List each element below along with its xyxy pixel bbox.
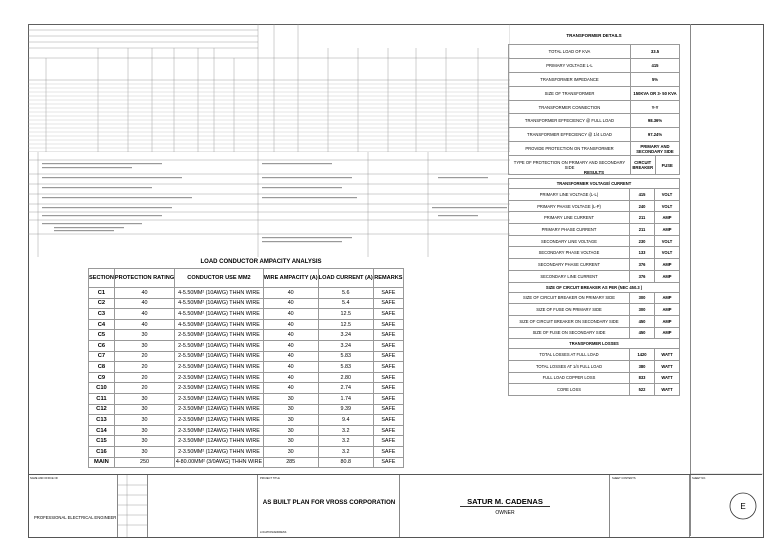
- cell-current: 5.83: [318, 351, 373, 362]
- cell-rating: 30: [114, 340, 174, 351]
- sheet-number-cell: [690, 475, 762, 537]
- stamp-column: [690, 24, 763, 536]
- transformer-value: 150KVA OR 3- 50 KVA: [631, 86, 680, 100]
- result-unit: VOLT: [655, 200, 680, 212]
- table-row: [509, 270, 680, 282]
- protection-type-value-1: CIRCUIT BREAKER: [631, 156, 656, 174]
- result-label: PRIMARY LINE CURRENT: [509, 212, 630, 224]
- owner-name: SATUR M. CADENAS: [467, 497, 543, 506]
- cell-remarks: SAFE: [373, 309, 403, 320]
- blank-cell: [148, 475, 258, 537]
- result-label: SECONDARY LINE VOLTAGE: [509, 235, 630, 247]
- transformer-value: 5%: [631, 72, 680, 86]
- cell-remarks: SAFE: [373, 415, 403, 426]
- result-label: SIZE OF CIRCUIT BREAKER ON PRIMARY SIDE: [509, 292, 630, 304]
- cell-current: 3.2: [318, 425, 373, 436]
- table-row: [509, 189, 680, 201]
- protection-type-label: TYPE OF PROTECTION ON PRIMARY AND SECONDARY SIDE: [509, 156, 631, 175]
- result-label: PRIMARY PHASE VOLTAGE (L-P): [509, 200, 630, 212]
- result-label: SECONDARY PHASE CURRENT: [509, 259, 630, 271]
- transformer-label: TOTAL LOAD OF KVA: [509, 45, 631, 59]
- transformer-value: 33.5: [631, 45, 680, 59]
- cell-rating: 30: [114, 446, 174, 457]
- result-label: SECONDARY PHASE VOLTAGE: [509, 247, 630, 259]
- table-row: [509, 384, 680, 396]
- cell-rating: 20: [114, 372, 174, 383]
- stamp-column-lines: [691, 24, 763, 536]
- result-unit: WATT: [655, 372, 680, 384]
- result-unit: WATT: [655, 384, 680, 396]
- cell-conductor: 2-5.50MM² (10AWG) THHN WIRE: [175, 362, 264, 373]
- results-subheader: TRANSFORMER LOSSES: [509, 339, 680, 349]
- cell-section: MAIN: [89, 457, 115, 468]
- result-value: 230: [630, 235, 655, 247]
- cell-rating: 20: [114, 351, 174, 362]
- cell-section: C10: [89, 383, 115, 394]
- cell-remarks: SAFE: [373, 457, 403, 468]
- transformer-value: 97.24%: [631, 128, 680, 142]
- cell-remarks: SAFE: [373, 340, 403, 351]
- prc-cell: [118, 475, 148, 537]
- cell-rating: 30: [114, 404, 174, 415]
- sheet-seal-icon: [728, 491, 758, 521]
- notes-area: [28, 152, 510, 257]
- cell-ampacity: 40: [263, 383, 318, 394]
- cell-rating: 250: [114, 457, 174, 468]
- table-row: [509, 304, 680, 316]
- table-row: [89, 425, 404, 436]
- result-unit: WATT: [655, 360, 680, 372]
- cell-ampacity: 40: [263, 362, 318, 373]
- table-row: [509, 292, 680, 304]
- transformer-details-table: [508, 44, 680, 175]
- cell-current: 2.80: [318, 372, 373, 383]
- cell-conductor: 2-3.50MM² (12AWG) THHN WIRE: [175, 393, 264, 404]
- cell-conductor: 2-3.50MM² (12AWG) THHN WIRE: [175, 415, 264, 426]
- cell-ampacity: 40: [263, 372, 318, 383]
- table-row: [89, 446, 404, 457]
- cell-ampacity: 40: [263, 309, 318, 320]
- location-label: LOCATION/ADDRESS: [260, 531, 287, 534]
- result-label: SIZE OF FUSE ON PRIMARY SIDE: [509, 304, 630, 316]
- cell-remarks: SAFE: [373, 446, 403, 457]
- cell-ampacity: 40: [263, 351, 318, 362]
- owner-label: OWNER: [495, 510, 515, 516]
- transformer-value: 98.36%: [631, 114, 680, 128]
- cell-ampacity: 40: [263, 340, 318, 351]
- cell-remarks: SAFE: [373, 383, 403, 394]
- cell-rating: 30: [114, 415, 174, 426]
- cell-rating: 30: [114, 436, 174, 447]
- cell-conductor: 4-5.50MM² (10AWG) THHN WIRE: [175, 309, 264, 320]
- cell-remarks: SAFE: [373, 330, 403, 341]
- cell-current: 5.83: [318, 362, 373, 373]
- transformer-label: TRANSFORMER IMPEDANCE: [509, 72, 631, 86]
- cell-conductor: 2-5.50MM² (10AWG) THHN WIRE: [175, 330, 264, 341]
- cell-section: C8: [89, 362, 115, 373]
- cell-rating: 20: [114, 362, 174, 373]
- cell-conductor: 2-3.50MM² (12AWG) THHN WIRE: [175, 372, 264, 383]
- table-row: [509, 212, 680, 224]
- cell-ampacity: 40: [263, 288, 318, 299]
- transformer-label: PRIMARY VOLTAGE L-L: [509, 58, 631, 72]
- cell-rating: 30: [114, 425, 174, 436]
- transformer-value: PRIMARY AND SECONDARY SIDE: [631, 142, 680, 156]
- result-value: 1420: [630, 349, 655, 361]
- result-unit: WATT: [655, 349, 680, 361]
- result-unit: VOLT: [655, 235, 680, 247]
- results-title: RESULTS: [583, 170, 605, 175]
- cell-rating: 20: [114, 383, 174, 394]
- result-value: 211: [630, 212, 655, 224]
- table-row: [509, 58, 680, 72]
- transformer-value: 415: [631, 58, 680, 72]
- table-row: [509, 45, 680, 59]
- cell-conductor: 2-3.50MM² (12AWG) THHN WIRE: [175, 404, 264, 415]
- cell-section: C14: [89, 425, 115, 436]
- cell-conductor: 4-5.50MM² (10AWG) THHN WIRE: [175, 298, 264, 309]
- cell-ampacity: 30: [263, 446, 318, 457]
- cell-current: 3.24: [318, 340, 373, 351]
- result-unit: AMP: [655, 270, 680, 282]
- cell-conductor: 2-5.50MM² (10AWG) THHN WIRE: [175, 351, 264, 362]
- cell-conductor: 4-5.50MM² (10AWG) THHN WIRE: [175, 288, 264, 299]
- sheet-number-label: SHEET NO.: [692, 477, 706, 480]
- results-subheader-row: [509, 339, 680, 349]
- result-unit: AMP: [655, 212, 680, 224]
- result-value: 450: [630, 315, 655, 327]
- col-remarks: REMARKS: [373, 269, 403, 288]
- cell-current: 1.74: [318, 393, 373, 404]
- result-unit: VOLT: [655, 247, 680, 259]
- load-conductor-header-row: [89, 269, 404, 288]
- title-block: [28, 474, 762, 537]
- cell-current: 2.74: [318, 383, 373, 394]
- cell-section: C9: [89, 372, 115, 383]
- transformer-details-title: TRANSFORMER DETAILS: [566, 33, 622, 38]
- cell-current: 9.39: [318, 404, 373, 415]
- cell-section: C1: [89, 288, 115, 299]
- col-section: SECTION: [89, 269, 115, 288]
- result-label: PRIMARY LINE VOLTAGE (L-L): [509, 189, 630, 201]
- result-unit: AMP: [655, 304, 680, 316]
- result-value: 376: [630, 270, 655, 282]
- cell-remarks: SAFE: [373, 425, 403, 436]
- cell-ampacity: 40: [263, 298, 318, 309]
- table-row: [509, 142, 680, 156]
- table-row: [509, 72, 680, 86]
- result-label: TOTAL LOSSES AT 1/4 FULL LOAD: [509, 360, 630, 372]
- project-cell: [258, 475, 400, 537]
- cell-section: C6: [89, 340, 115, 351]
- notes-grid: [28, 152, 510, 257]
- result-value: 522: [630, 384, 655, 396]
- table-row: [89, 288, 404, 299]
- result-unit: AMP: [655, 315, 680, 327]
- cell-current: 5.6: [318, 288, 373, 299]
- sheet-contents-label: SHEET CONTENTS: [612, 477, 636, 480]
- cell-ampacity: 30: [263, 436, 318, 447]
- result-value: 300: [630, 292, 655, 304]
- table-row: [509, 360, 680, 372]
- result-value: 376: [630, 259, 655, 271]
- table-row: [89, 457, 404, 468]
- results-table: [508, 178, 680, 396]
- table-row: [89, 351, 404, 362]
- cell-section: C3: [89, 309, 115, 320]
- table-row: [509, 235, 680, 247]
- table-row: [509, 128, 680, 142]
- project-title: AS BUILT PLAN FOR VROSS CORPORATION: [262, 499, 396, 506]
- cell-remarks: SAFE: [373, 319, 403, 330]
- cell-conductor: 4-80.00MM² (3/0AWG) THHN WIRE: [175, 457, 264, 468]
- table-row: [509, 86, 680, 100]
- engineer-caption: NAME AND OFFICE OF: [30, 477, 59, 480]
- result-value: 240: [630, 200, 655, 212]
- cell-current: 3.2: [318, 436, 373, 447]
- result-value: 133: [630, 247, 655, 259]
- cell-current: 3.24: [318, 330, 373, 341]
- cell-remarks: SAFE: [373, 372, 403, 383]
- cell-section: C13: [89, 415, 115, 426]
- table-row: [509, 315, 680, 327]
- result-label: SIZE OF CIRCUIT BREAKER ON SECONDARY SIDE: [509, 315, 630, 327]
- cell-remarks: SAFE: [373, 362, 403, 373]
- table-row: [89, 404, 404, 415]
- cell-current: 12.5: [318, 309, 373, 320]
- transformer-label: TRANSFORMER EFFECIENCY @ 1/4 LOAD: [509, 128, 631, 142]
- result-label: CORE LOSS: [509, 384, 630, 396]
- col-wire-ampacity: WIRE AMPACITY (A): [263, 269, 318, 288]
- result-unit: AMP: [655, 327, 680, 339]
- cell-ampacity: 30: [263, 415, 318, 426]
- cell-rating: 30: [114, 330, 174, 341]
- cell-section: C12: [89, 404, 115, 415]
- result-label: SECONDARY LINE CURRENT: [509, 270, 630, 282]
- cell-rating: 40: [114, 309, 174, 320]
- table-row: [509, 247, 680, 259]
- engineer-title: PROFESSIONAL ELECTRICAL ENGINEER: [34, 515, 117, 520]
- table-row: [89, 372, 404, 383]
- cell-conductor: 4-5.50MM² (10AWG) THHN WIRE: [175, 319, 264, 330]
- cell-remarks: SAFE: [373, 298, 403, 309]
- engineer-cell: [28, 475, 118, 537]
- result-value: 380: [630, 360, 655, 372]
- cell-remarks: SAFE: [373, 393, 403, 404]
- table-row: [89, 362, 404, 373]
- project-label: PROJECT TITLE: [260, 477, 280, 480]
- col-conductor: CONDUCTOR USE MM2: [175, 269, 264, 288]
- result-label: PRIMARY PHASE CURRENT: [509, 224, 630, 236]
- owner-cell: [400, 475, 610, 537]
- cell-remarks: SAFE: [373, 436, 403, 447]
- cell-section: C4: [89, 319, 115, 330]
- cell-ampacity: 40: [263, 330, 318, 341]
- cell-section: C2: [89, 298, 115, 309]
- table-row: [509, 327, 680, 339]
- cell-current: 9.4: [318, 415, 373, 426]
- cell-section: C11: [89, 393, 115, 404]
- cell-section: C15: [89, 436, 115, 447]
- load-conductor-title: LOAD CONDUCTOR AMPACITY ANALYSIS: [200, 259, 322, 265]
- table-row: [89, 415, 404, 426]
- result-label: TOTAL LOSSES AT FULL LOAD: [509, 349, 630, 361]
- table-row: [89, 298, 404, 309]
- result-unit: AMP: [655, 292, 680, 304]
- table-row: [89, 436, 404, 447]
- protection-type-value-2: FUSE: [661, 162, 673, 168]
- result-unit: AMP: [655, 224, 680, 236]
- col-load-current: LOAD CURRENT (A): [318, 269, 373, 288]
- table-row: [509, 259, 680, 271]
- cell-current: 3.2: [318, 446, 373, 457]
- cell-rating: 40: [114, 288, 174, 299]
- result-value: 211: [630, 224, 655, 236]
- cell-conductor: 2-3.50MM² (12AWG) THHN WIRE: [175, 446, 264, 457]
- table-row: [509, 224, 680, 236]
- cell-ampacity: 30: [263, 393, 318, 404]
- results-subheader: SIZE OF CIRCUIT BREAKER AS PER (NEC 450.3 ): [509, 282, 680, 292]
- cell-current: 5.4: [318, 298, 373, 309]
- cell-conductor: 2-3.50MM² (12AWG) THHN WIRE: [175, 425, 264, 436]
- cell-remarks: SAFE: [373, 404, 403, 415]
- sheet-contents-cell: [610, 475, 690, 537]
- cell-remarks: SAFE: [373, 288, 403, 299]
- table-row: [509, 100, 680, 114]
- table-row: [509, 200, 680, 212]
- transformer-label: TRANSFORMER CONNECTION: [509, 100, 631, 114]
- cell-current: 80.8: [318, 457, 373, 468]
- cell-rating: 40: [114, 319, 174, 330]
- result-value: 833: [630, 372, 655, 384]
- cell-ampacity: 40: [263, 319, 318, 330]
- cell-remarks: SAFE: [373, 351, 403, 362]
- result-value: 300: [630, 304, 655, 316]
- cell-rating: 30: [114, 393, 174, 404]
- transformer-label: TRANSFORMER EFFECIENCY @ FULL LOAD: [509, 114, 631, 128]
- result-unit: AMP: [655, 259, 680, 271]
- prc-grid: [118, 475, 148, 537]
- result-unit: VOLT: [655, 189, 680, 201]
- cell-conductor: 2-3.50MM² (12AWG) THHN WIRE: [175, 383, 264, 394]
- result-value: 415: [630, 189, 655, 201]
- svg-text:E: E: [740, 502, 746, 511]
- cell-conductor: 2-3.50MM² (12AWG) THHN WIRE: [175, 436, 264, 447]
- transformer-label: PROVIDE PROTECTION ON TRANSFORMER: [509, 142, 631, 156]
- result-value: 450: [630, 327, 655, 339]
- result-label: SIZE OF FUSE ON SECONDARY SIDE: [509, 327, 630, 339]
- cell-ampacity: 285: [263, 457, 318, 468]
- panel-schedule: [28, 24, 510, 152]
- table-row: [89, 319, 404, 330]
- transformer-label: SIZE OF TRANSFORMER: [509, 86, 631, 100]
- cell-rating: 40: [114, 298, 174, 309]
- result-label: FULL LOAD COPPER LOSS: [509, 372, 630, 384]
- owner-underline: [460, 506, 550, 507]
- table-row: [509, 349, 680, 361]
- cell-ampacity: 30: [263, 425, 318, 436]
- col-protection-rating: PROTECTION RATING: [114, 269, 174, 288]
- transformer-value: Y-Y: [631, 100, 680, 114]
- cell-section: C5: [89, 330, 115, 341]
- results-subheader-row: [509, 282, 680, 292]
- table-row: [89, 383, 404, 394]
- load-conductor-table: [88, 268, 404, 468]
- panel-schedule-grid: [28, 24, 510, 152]
- table-row: [89, 309, 404, 320]
- table-row: [89, 330, 404, 341]
- cell-conductor: 2-5.50MM² (10AWG) THHN WIRE: [175, 340, 264, 351]
- cell-section: C7: [89, 351, 115, 362]
- table-row: [89, 393, 404, 404]
- table-row: [509, 114, 680, 128]
- cell-ampacity: 30: [263, 404, 318, 415]
- cell-current: 12.5: [318, 319, 373, 330]
- results-subheader: TRANSFORMER VOLTAGE/ CURRENT: [509, 179, 680, 189]
- table-row: [89, 340, 404, 351]
- table-row: [509, 372, 680, 384]
- cell-section: C16: [89, 446, 115, 457]
- results-subheader-row: [509, 179, 680, 189]
